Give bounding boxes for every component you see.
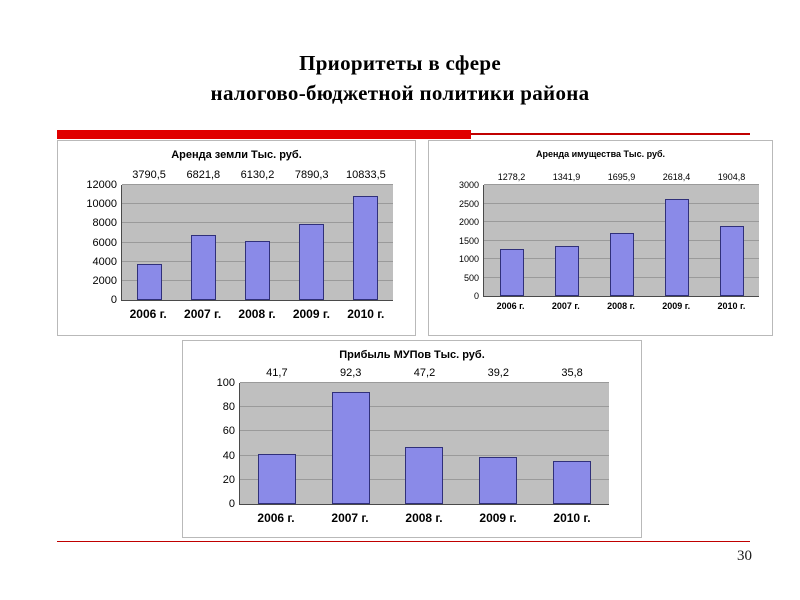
bar-value-label: 39,2 [487,367,509,379]
y-axis-tick-label: 40 [222,449,235,462]
x-axis-tick-label: 2007 г. [551,301,580,311]
chart-land-rent [57,140,416,336]
y-axis-tick-label: 500 [463,272,479,283]
bar-item [285,169,339,300]
bar [610,233,634,296]
bar-item [388,367,462,504]
bar-value-label: 7890,3 [294,169,329,181]
x-axis-tick-label: 2009 г. [662,301,691,311]
y-axis-tick-label: 0 [228,498,235,510]
x-axis-labels [239,511,609,525]
y-axis-tick-label: 8000 [92,217,117,230]
bar [555,246,579,296]
bar-item [539,172,594,296]
y-axis-tick-label: 2000 [458,217,479,228]
bar-item [240,367,314,504]
page-title [0,0,800,109]
plot-area [458,172,759,301]
bar-value-label: 1695,9 [607,172,636,182]
y-axis-tick-label: 12000 [86,179,117,191]
x-axis-tick-label: 2008 г. [607,301,635,311]
bar-item [649,172,704,296]
bar-item [176,169,230,300]
bar [553,461,591,504]
x-axis-tick-label: 2010 г. [553,511,591,525]
bar [405,447,443,504]
bar-value-label: 35,8 [561,367,583,379]
y-axis-tick-label: 20 [222,473,235,486]
y-axis-tick-label: 2000 [92,274,117,287]
x-axis-labels [121,307,393,321]
x-axis-tick-label: 2010 г. [347,307,385,321]
x-axis-tick-label: 2006 г. [129,307,167,321]
x-axis-tick-label: 2007 г. [184,307,222,321]
bar-item [461,367,535,504]
bar [245,241,270,300]
bar [665,199,689,296]
bar-value-label: 3790,5 [132,169,166,181]
y-axis-tick-label: 60 [222,425,235,438]
x-axis-tick-label: 2006 г. [257,511,295,525]
chart-title: Прибыль МУПов Тыс. руб. [339,349,485,361]
x-axis-tick-label: 2010 г. [717,301,746,311]
bar-value-label: 92,3 [339,367,362,379]
bar [479,457,517,504]
x-axis-tick-label: 2007 г. [331,511,369,525]
bar-value-label: 47,2 [413,367,436,379]
chart-title: Аренда земли Тыс. руб. [171,149,302,161]
bar-item [314,367,388,504]
y-axis-tick-label: 1500 [458,235,479,246]
bar-value-label: 1278,2 [497,172,526,182]
bar-value-label: 10833,5 [346,169,386,181]
y-axis-tick-label: 0 [110,294,117,306]
bar [191,235,216,300]
bar-value-label: 6821,8 [186,169,221,181]
bar-value-label: 1904,8 [717,172,746,182]
y-axis-tick-label: 3000 [458,180,479,190]
x-axis-labels [483,301,759,311]
bar-value-label: 6130,2 [240,169,275,181]
bar [500,249,524,296]
x-axis-tick-label: 2006 г. [496,301,525,311]
bar [332,392,370,504]
page-number: 30 [737,548,752,564]
y-axis-tick-label: 2500 [458,198,479,209]
bar-item [484,172,539,296]
bar-item [704,172,759,296]
title-line-1: Приоритеты в сфере [299,51,501,75]
x-axis-tick-label: 2009 г. [479,511,517,525]
bar-value-label: 1341,9 [552,172,581,182]
y-axis-tick-label: 1000 [458,254,479,265]
top-accent-bar [57,130,471,139]
x-axis-tick-label: 2008 г. [238,307,276,321]
bar-value-label: 2618,4 [662,172,691,182]
bar-series [240,367,609,504]
x-axis-tick-label: 2008 г. [405,511,443,525]
bar-item [122,169,176,300]
bar-item [535,367,609,504]
plot-area [216,367,609,510]
y-axis-tick-label: 6000 [92,236,117,249]
bottom-divider [57,541,750,542]
plot-area [86,169,393,306]
bar-item [339,169,393,300]
bar [258,454,296,504]
y-axis-tick-label: 0 [473,291,479,301]
x-axis-tick-label: 2009 г. [292,307,330,321]
bar-series [484,172,759,296]
bar-item [230,169,284,300]
chart-title: Аренда имущества Тыс. руб. [535,149,666,159]
y-axis-tick-label: 100 [216,377,235,389]
chart-mup-profit [182,340,642,538]
chart-property-rent [428,140,773,336]
bar-value-label: 41,7 [266,367,288,379]
y-axis-tick-label: 4000 [92,255,117,268]
bar [137,264,162,300]
bar-item [594,172,649,296]
bar-series [122,169,393,300]
title-line-2: налогово-бюджетной политики района [210,81,590,106]
bar [720,226,744,296]
bar [299,224,324,300]
y-axis-tick-label: 10000 [86,198,117,211]
y-axis-tick-label: 80 [222,401,235,414]
bar [353,196,378,300]
